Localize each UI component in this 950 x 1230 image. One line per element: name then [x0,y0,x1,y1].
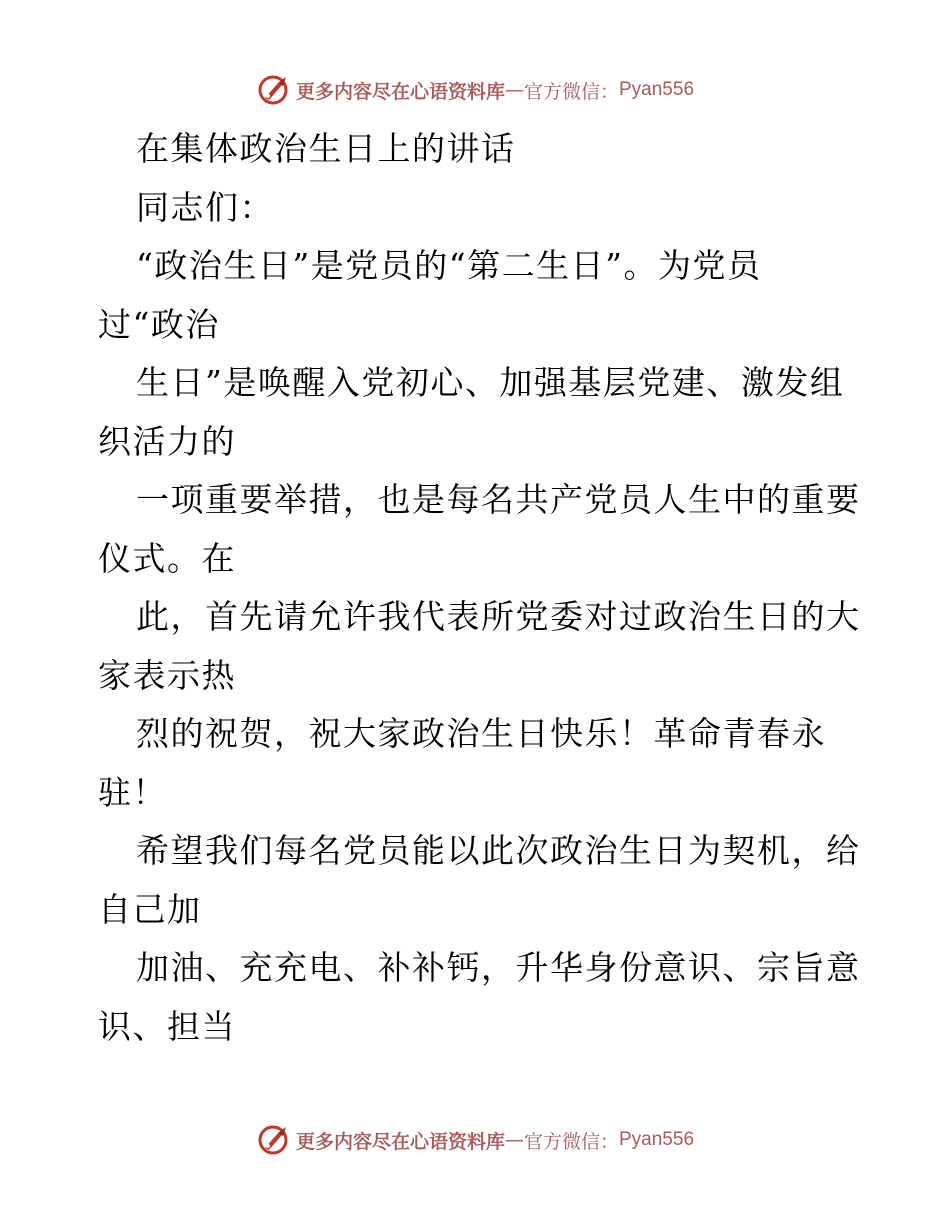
document-body [98,120,861,1056]
header-banner [0,70,950,110]
footer-brand-text: 更多内容尽在心语资料库 [295,1130,505,1153]
body-line: 驻！ [98,772,167,812]
body-line: 仪式。在 [98,538,236,578]
body-line: 自己加 [98,889,202,929]
body-line: 加油、充充电、补补钙，升华身份意识、宗旨意 [136,948,861,987]
body-line: 织活力的 [98,421,236,461]
document-title: 在集体政治生日上的讲话 [136,129,516,168]
header-dash: — [504,79,524,101]
footer-wechat-label: 官方微信： [523,1130,619,1153]
body-line: 此，首先请允许我代表所党委对过政治生日的大 [136,597,861,636]
body-line: 烈的祝贺，祝大家政治生日快乐！革命青春永 [136,714,826,753]
quill-pen-logo-icon [256,1123,290,1157]
body-line: 家表示热 [98,655,236,695]
footer-wechat-handle: Pyan556 [619,1129,695,1150]
quill-pen-logo-icon [256,73,290,107]
body-line: 识、担当 [98,1006,236,1046]
header-wechat-label: 官方微信： [523,80,619,103]
body-line: 一项重要举措，也是每名共产党员人生中的重要 [136,480,861,519]
body-line: 希望我们每名党员能以此次政治生日为契机，给 [136,831,861,870]
footer-dash: — [504,1129,524,1151]
salutation: 同志们： [136,187,274,227]
footer-banner [0,1120,950,1160]
header-wechat-handle: Pyan556 [619,79,695,100]
body-line: “政治生日”是党员的“第二生日”。为党员 [136,246,762,285]
body-line: 过“政治 [98,304,220,344]
body-line: 生日”是唤醒入党初心、加强基层党建、激发组 [136,363,845,402]
header-brand-text: 更多内容尽在心语资料库 [295,80,505,103]
